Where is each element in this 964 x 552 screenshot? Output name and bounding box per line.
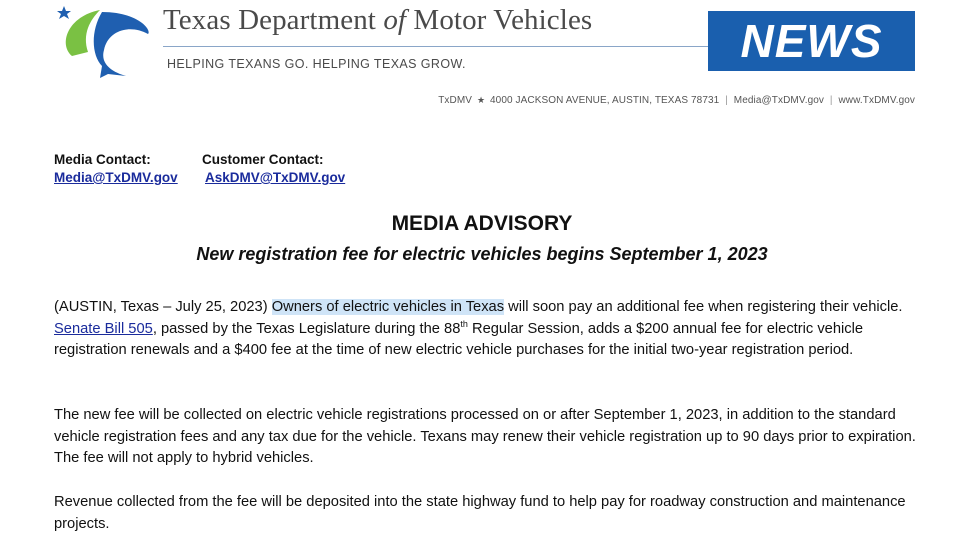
customer-contact-email-link[interactable]: AskDMV@TxDMV.gov bbox=[205, 170, 346, 185]
txdmv-logo-icon bbox=[52, 0, 156, 80]
p1-after-highlight: will soon pay an additional fee when registering their vehicle. bbox=[504, 299, 903, 315]
header-website[interactable]: www.TxDMV.gov bbox=[838, 95, 915, 106]
advisory-subtitle: New registration fee for electric vehicles begins September 1, 2023 bbox=[196, 244, 768, 264]
street-address: 4000 JACKSON AVENUE, AUSTIN, TEXAS 78731 bbox=[490, 95, 720, 106]
news-badge: NEWS bbox=[708, 11, 915, 71]
org-name-part: Texas Department bbox=[163, 4, 384, 36]
header-email[interactable]: Media@TxDMV.gov bbox=[733, 95, 824, 106]
separator: | bbox=[829, 95, 833, 106]
paragraph-3: Revenue collected from the fee will be deposited into the state highway fund to help pay for roadway construction and maintenance projects. bbox=[54, 494, 906, 532]
paragraph-1 bbox=[54, 297, 922, 362]
senate-bill-link[interactable]: Senate Bill 505 bbox=[54, 320, 153, 337]
tagline: HELPING TEXANS GO. HELPING TEXAS GROW. bbox=[167, 57, 466, 71]
paragraph-2: The new fee will be collected on electric vehicle registrations processed on or after September 1, 2023, in addition to the standard vehicle registration fees and any tax due for the vehicle. Texans may renew their vehicle registration up to 90 days prior to expiration. The fee will not apply to hybrid vehicles. bbox=[54, 407, 916, 467]
p1-lead: (AUSTIN, Texas – July 25, 2023) bbox=[54, 299, 272, 315]
separator: | bbox=[725, 95, 728, 106]
p1-superscript: th bbox=[460, 318, 468, 329]
p1-after-link: , passed by the Texas Legislature during the 88 bbox=[152, 320, 461, 337]
media-contact-label: Media Contact: bbox=[54, 152, 151, 167]
logo-blue-swoosh bbox=[94, 12, 149, 78]
org-name-part: Motor Vehicles bbox=[406, 4, 593, 36]
star-icon: ★ bbox=[476, 95, 486, 105]
org-name-of: of bbox=[383, 4, 407, 36]
advisory-title: MEDIA ADVISORY bbox=[391, 212, 573, 235]
customer-contact bbox=[202, 152, 345, 185]
agency-name: TxDMV bbox=[438, 95, 473, 106]
customer-contact-label: Customer Contact: bbox=[202, 152, 324, 167]
header-rule bbox=[163, 46, 711, 47]
p1-highlight: Owners of electric vehicles in Texas bbox=[271, 299, 505, 315]
p1-tail: Regular Session, adds a $200 annual fee for electric vehicle registration renewals and a $400 fee at the time of new electric vehicle purchases for the initial two-year registration period. bbox=[54, 320, 864, 359]
address-line bbox=[438, 95, 915, 106]
logo-star-icon bbox=[57, 6, 71, 19]
media-contact-email-link[interactable]: Media@TxDMV.gov bbox=[54, 170, 178, 185]
org-name bbox=[163, 4, 592, 37]
media-contact bbox=[54, 152, 178, 185]
